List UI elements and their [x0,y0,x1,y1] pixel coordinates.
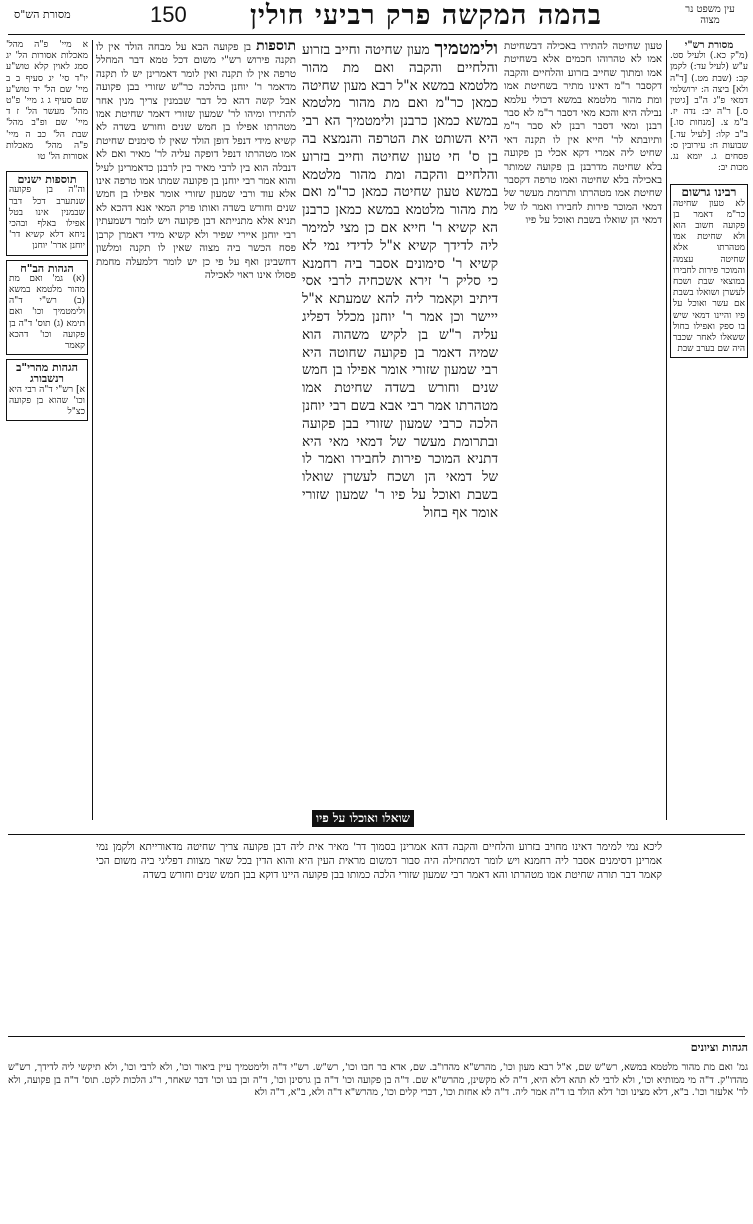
rabbeinu-gershom-text: לא טעון שחיטה כר"מ דאמר בן פקועה חשוב הוא ולא שחיטת אמו מטהרתו אלא שחיטה עצמה והמוכר פירות לחבירו במוצאי שבת ושכח לעשרן ושואלו בשבת אם עשר ואוכל על פיו והיינו דמאי שיש בו ספק ואפילו בחול ששאלו לאחר שכבר היה שם בערב שבת [673,198,745,355]
tosafot-column [96,40,296,828]
hagahot-maharib-heading: הגהות מהרי"ב רנשבורג [16,361,78,386]
highlighted-phrase: שואלו ואוכלו על פיו [312,810,414,827]
tosafot-heading: תוספות [256,40,296,54]
page-title: בהמה המקשה פרק רביעי חולין [250,0,602,31]
tosafot-yeshanim-text: וה"ה בן פקועה שנתערב דכל דבר שבמנין אינו בטל אפילו באלף ובהכי ניחא דלא קשיא דר' יוחנן אדר' יוחנן [9,185,85,252]
margin-left-column [6,40,88,820]
footnotes-heading: הגהות וציונים [690,1042,748,1054]
hagahot-bach-box [6,260,88,356]
masoret-refs: (מ"ק כא.) ולעיל סט. ע"ש (לעיל עד:) לקמן קב: (שבת מט.) [ד"ה ולא] ביצה ה: ירושלמי דמאי פ"ג ה"ב [גיטין ס.] ר"ה יב: נדה יז. ב"מ צ. [מנחות סו.] ב"ב קלו: [לעיל עד.] שבועות ח: עירובין ס: פסחים ג. יומא נג. מכות יב: [670,51,748,174]
rashi-column [504,40,662,828]
bottom-commentary: ליכא נמי למימר דאינו מחויב בזרוע והלחיים והקבה דהא אמרינן בסמוך דר' מאיר אית ליה דבן פקועה צריך שחיטה מדאורייתא ולקמן נמי אמרינן דסימנים אסבר ליה רחמנא ויש לומר דמתחילה היה סבור דמשום מראית העין היא והוא הדין בכל שאר מצוות דפליגי ביה משום הכי קאמר דבר תורה שחיטת אמו מטהרתו והא דאמר רבי שמעון שזורי הלכה כמותו בבן פקועה היינו דוקא בבן חמש שנים וחורש בשדה [96,841,662,881]
masoret-hashas-label: מסורת הש"ס [14,8,71,21]
rabbeinu-gershom-box [670,184,748,358]
gemara-column [302,40,498,828]
hagahot-maharib-text: א] רש"י ד"ה רבי היא וכו' שהוא בן פקועה כצ"ל [9,384,85,418]
hagahot-bach-text: (א) גמ' ואם מת מהור מלטמא במשא (ב) רש"י ד"ה ולימטמיך וכו' ואם תימא (ג) תוס' ד"ה בן פקועה וכו' דהכא קאמר [9,273,85,352]
tosafot-text: בן פקועה הבא על מבחה הולד אין לו תקנה פירוש רש"י משום דכל טמא דבר המחלל טרפה אין לו תקנה ואין לומר דאמרינן יש לו תקנה מדאמר ר' יוחנן בהלכה כר"ש שזורי בבן פקועה אבל קשה דהא כל דבר שבמנין צריך מנין אחר להתירו ומיהו לר' שמעון שזורי דאמר שחיטת אמו מטהרתו אפילו בן חמש שנים וחורש בשדה לא קשיא מידי דנפל דופן הולד שאין לו סימנים שחיטת אמו מטהרתו דנפל דופקה עליה לר' מאיר ואם לא דנבלה הוא בין לרבי מאיר בין לרבנן כדאמרינן לעיל והוא אמר רבי יוחנן בן פקועה שמתו אמו טרפה אינו אלא עוד ורבי שמעון שזורי אומר אפילו בן חמש שנים וחורש בשדה ואותו פרק המאי אנא דהכא לא תניא אלא מתנייתא דבן פקועה ויש לומר דשמעתין רבי יוחנן איירי שפיר ולא קשיא מידי דאמרן קרבן פסח הכשר ביה מצוה שאין לו תקנה ומלשון דחשבינן ואף על פי כן יש לומר דלמעלה מחמת פסולו אינו ראוי לאכילה [96,42,296,281]
bottom-rule-top [8,834,745,835]
ein-mishpat-text: א מיי' פ"ה מהל' מאכלות אסורות הל' יג סמג לאוין קלא טוש"ע יו"ד סי' יג סעיף ב ב מיי' שם הל' יד טוש"ע שם סעיף ג ג מיי' פ"ט מהל' מעשר הל' ז ד מיי' שם ופ"ב מהל' שבת הל' כב ה מיי' פ"ה מהל' מאכלות אסורות הל' טו [6,40,88,163]
margin-left-rule [92,40,93,820]
margin-right-rule [666,40,667,820]
margin-right-column [670,40,748,820]
gemara-opening-word: ולימטמיך [434,40,498,59]
gemara-text: מעון שחיטה וחייב בזרוע והלחיים והקבה ואם מת מהור מלטמא במשא א"ל רבא מעון שחיטה כמאן כר"מ ואם מת מהור מלטמא במשא כמאן כרבנן ולימטמיך הא רבי היא השותט את הטרפה והנמצא בה בן ס' חי טעון שחיטה וחייב בזרוע והלחיים והקבה ומת מהור מלטמא במשא טעון שחיטה כמאן כר"מ ואם מת מהור מלטמא במשא כמאן כרבנן הא קשיא ר' חייא אם כן מצי למימר ליה לדידך קשיא א"ל לדידי נמי לא קשיא ר' סימונים אסבר ביה רחמנא כי סליק ר' זירא אשכחיה לרבי אסי דיתיב וקאמר ליה להא שמעתא א"ל ייישר וכן אמר ר' יוחנן מכלל דפליג עליה ר"ש בן לקיש משהוה הוא שמיה דאמר בן פקועה שחוטה היא רבי שמעון שזורי אומר אפילו בן חמש שנים וחורש בשדה שחיטת אמו מטהרתו אמר רבי אבא בשם רבי יוחנן הלכה כרבי שמעון שזורי בבן פקועה ובתרומת מעשר של דמאי מאי היא דתניא המוכר פירות לחבירו ואמר לו של דמאי הן ושכח לעשרן שואלו בשבת ואוכל על פיו ר' שמעון שזורי אומר אף בחול [302,42,498,521]
rashi-heading: מסורת רש"י [684,40,734,51]
tosafot-yeshanim-box [6,171,88,255]
rashi-text: טעון שחיטה להתירו באכילה דבשחיטת אמו לא טהרוהו חכמים אלא בשחיטת אמו ומתוך שחייב בזרוע והלחיים והקבה דקסבר ר"מ דאינו מתיר בשחיטת אמו ומת מהור מלטמא במשא דכולי עלמא נבילה היא והכא מאי דסבר ר"מ לא סבר רבנן ומאי דסבר רבנן לא סבר ר"מ ותיובתא לר' חייא אין לו תקנה דאי שחיט ליה אמרי דקא אכלי בן פקועה בלא שחיטה מדרבנן בן פקועה שמותר באכילה בלא שחיטה ואמו טרפה דקסבר שחיטת אמו מטהרתו ותרומת מעשר של דמאי המוכר פירות לחבירו ואמר לו של דמאי הן שואלו בשבת ואוכל על פיו [504,41,662,227]
page-number: 150 [150,2,187,27]
tosafot-yeshanim-heading: תוספות ישנים [17,173,77,187]
header-rule [8,34,745,35]
footnotes-text: גמ' ואם מת מהור מלטמא במשא, רש"ש שם, א"ל רבא מעון וכו', מהרש"א מהדו"ב. שם, אדא בר חבו וכו', רש"ש. רש"י ד"ה ולימטמיך עיין ביאור וכו', ולא לרבי וכו', ולא תיקשי ליה לדידך, רש"ש מהדו"ק. ד"ה מי ממותיא וכו', ולא לרבי לא תהא דלא היא, ד"ה לא מקשינן, מהרש"א שם. ד"ה בן פקועה וכו' ד"ה בן גרסינן וכו', ד"ה ובן בנו וכו' דבר שאחר, ר"ג הלכות לקט. תוס' ד"ה בן פקועה, ולא לר' אלעזר וכו'. ב"א, דלא מצינו וכו' דלא הולד בו ד"ה אמר ליה. ד"ה לא אחזת וכו', דברי קלים וכו', מהרש"א ד"ה ולא, ב"א, ד"ה ולא [8,1062,748,1099]
rabbeinu-gershom-heading: רבינו גרשום [681,185,737,200]
hagahot-maharib-box [6,359,88,421]
hagahot-bach-heading: הגהות הב"ח [20,261,74,275]
ein-mishpat-label: עין משפט נר מצוה [685,4,735,26]
footnote-rule [8,1036,745,1037]
